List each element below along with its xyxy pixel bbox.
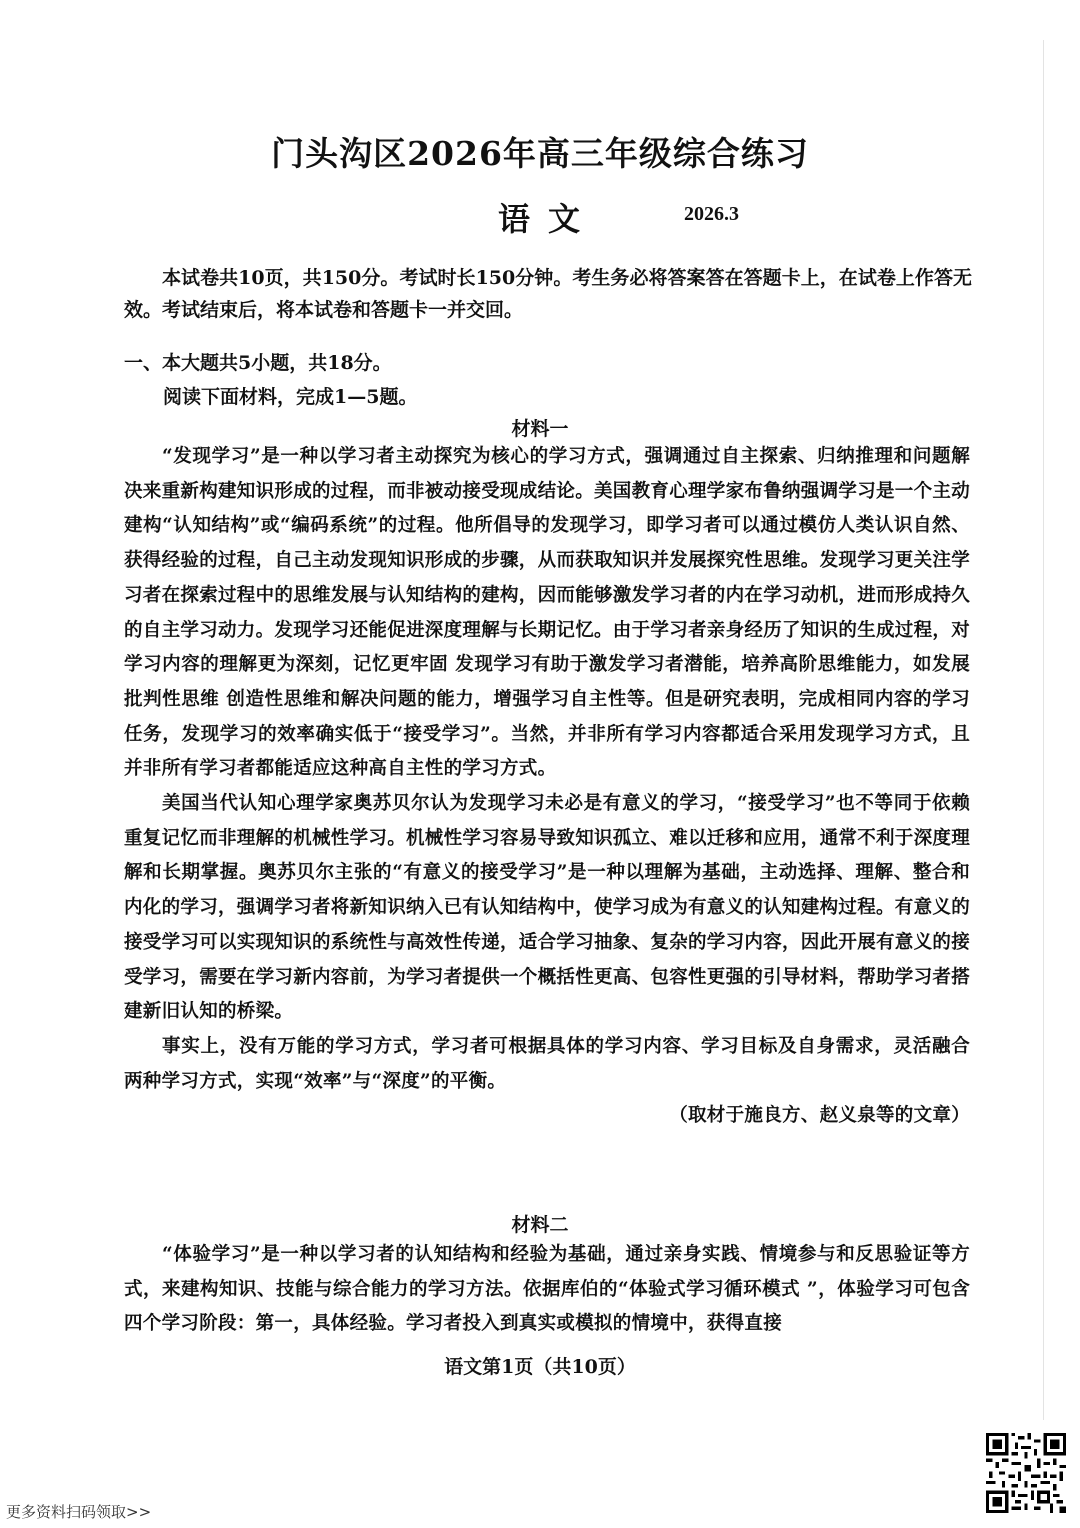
exam-date: 2026.3	[684, 203, 739, 225]
material-one-paragraph: 美国当代认知心理学家奥苏贝尔认为发现学习未必是有意义的学习，“接受学习”也不等同于依赖重复记忆而非理解的机械性学习。机械性学习容易导致知识孤立、难以迁移和应用，通常不利于深度理解和长期掌握。奥苏贝尔主张的“有意义的接受学习”是一种以理解为基础，主动选择、理解、整合和内化的学习，强调学习者将新知识纳入已有认知结构中，使学习成为有意义的认知建构过程。有意义的接受学习可以实现知识的系统性与高效性传递，适合学习抽象、复杂的学习内容，因此开展有意义的接受学习，需要在学习新内容前，为学习者提供一个概括性更高、包容性更强的引导材料，帮助学习者搭建新旧认知的桥梁。	[124, 793, 971, 1023]
exam-title: 门头沟区2026年高三年级综合练习	[271, 134, 809, 173]
subject-line	[0, 194, 1080, 238]
material-one-source: （取材于施良方、赵义泉等的文章）	[669, 1105, 970, 1127]
reading-direction: 阅读下面材料，完成1—5题。	[163, 386, 418, 408]
material-one-paragraph: “发现学习”是一种以学习者主动探究为核心的学习方式，强调通过自主探索、归纳推理和问题解决来重新构建知识形成的过程，而非被动接受现成结论。美国教育心理学家布鲁纳强调学习是一个主动建构“认知结构”或“编码系统”的过程。他所倡导的发现学习，即学习者可以通过模仿人类认识自然、获得经验的过程，自己主动发现知识形成的步骤，从而获取知识并发展探究性思维。发现学习更关注学习者在探索过程中的思维发展与认知结构的建构，因而能够激发学习者的内在学习动机，进而形成持久的自主学习动力。发现学习还能促进深度理解与长期记忆。由于学习者亲身经历了知识的生成过程，对学习内容的理解更为深刻，记忆更牢固 发现学习有助于激发学习者潜能，培养高阶思维能力，如发展批判性思维 创造性思维和解决问题的能力，增强学习自主性等。但是研究表明，完成相同内容的学习任务，发现学习的效率确实低于“接受学习”。当然，并非所有学习内容都适合采用发现学习方式，且并非所有学习者都能适应这种高自主性的学习方式。	[124, 446, 971, 780]
material-one-paragraph: 事实上，没有万能的学习方式，学习者可根据具体的学习内容、学习目标及自身需求，灵活融合两种学习方式，实现“效率”与“深度”的平衡。	[124, 1035, 970, 1092]
exam-instructions: 本试卷共10页，共150分。考试时长150分钟。考生务必将答案答在答题卡上，在试卷上作答无效。考试结束后，将本试卷和答题卡一并交回。	[124, 267, 972, 321]
section-heading: 一、本大题共5小题，共18分。	[124, 352, 392, 374]
material-one-heading: 材料一	[511, 418, 569, 440]
scan-note: 更多资料扫码领取>>	[6, 1503, 152, 1521]
page-footer: 语文第1页（共10页）	[444, 1356, 636, 1378]
material-two-heading: 材料二	[511, 1214, 569, 1236]
qr-code-icon[interactable]	[986, 1433, 1066, 1513]
material-two-body	[124, 1238, 970, 1342]
material-two-paragraph: “体验学习”是一种以学习者的认知结构和经验为基础，通过亲身实践、情境参与和反思验证等方式，来建构知识、技能与综合能力的学习方法。依据库伯的“体验式学习循环模式 ”，体验学习可包含四个学习阶段：第一，具体经验。学习者投入到真实或模拟的情境中，获得直接	[124, 1244, 970, 1335]
subject-label: 语文	[498, 200, 599, 238]
material-one-body	[124, 440, 970, 1134]
